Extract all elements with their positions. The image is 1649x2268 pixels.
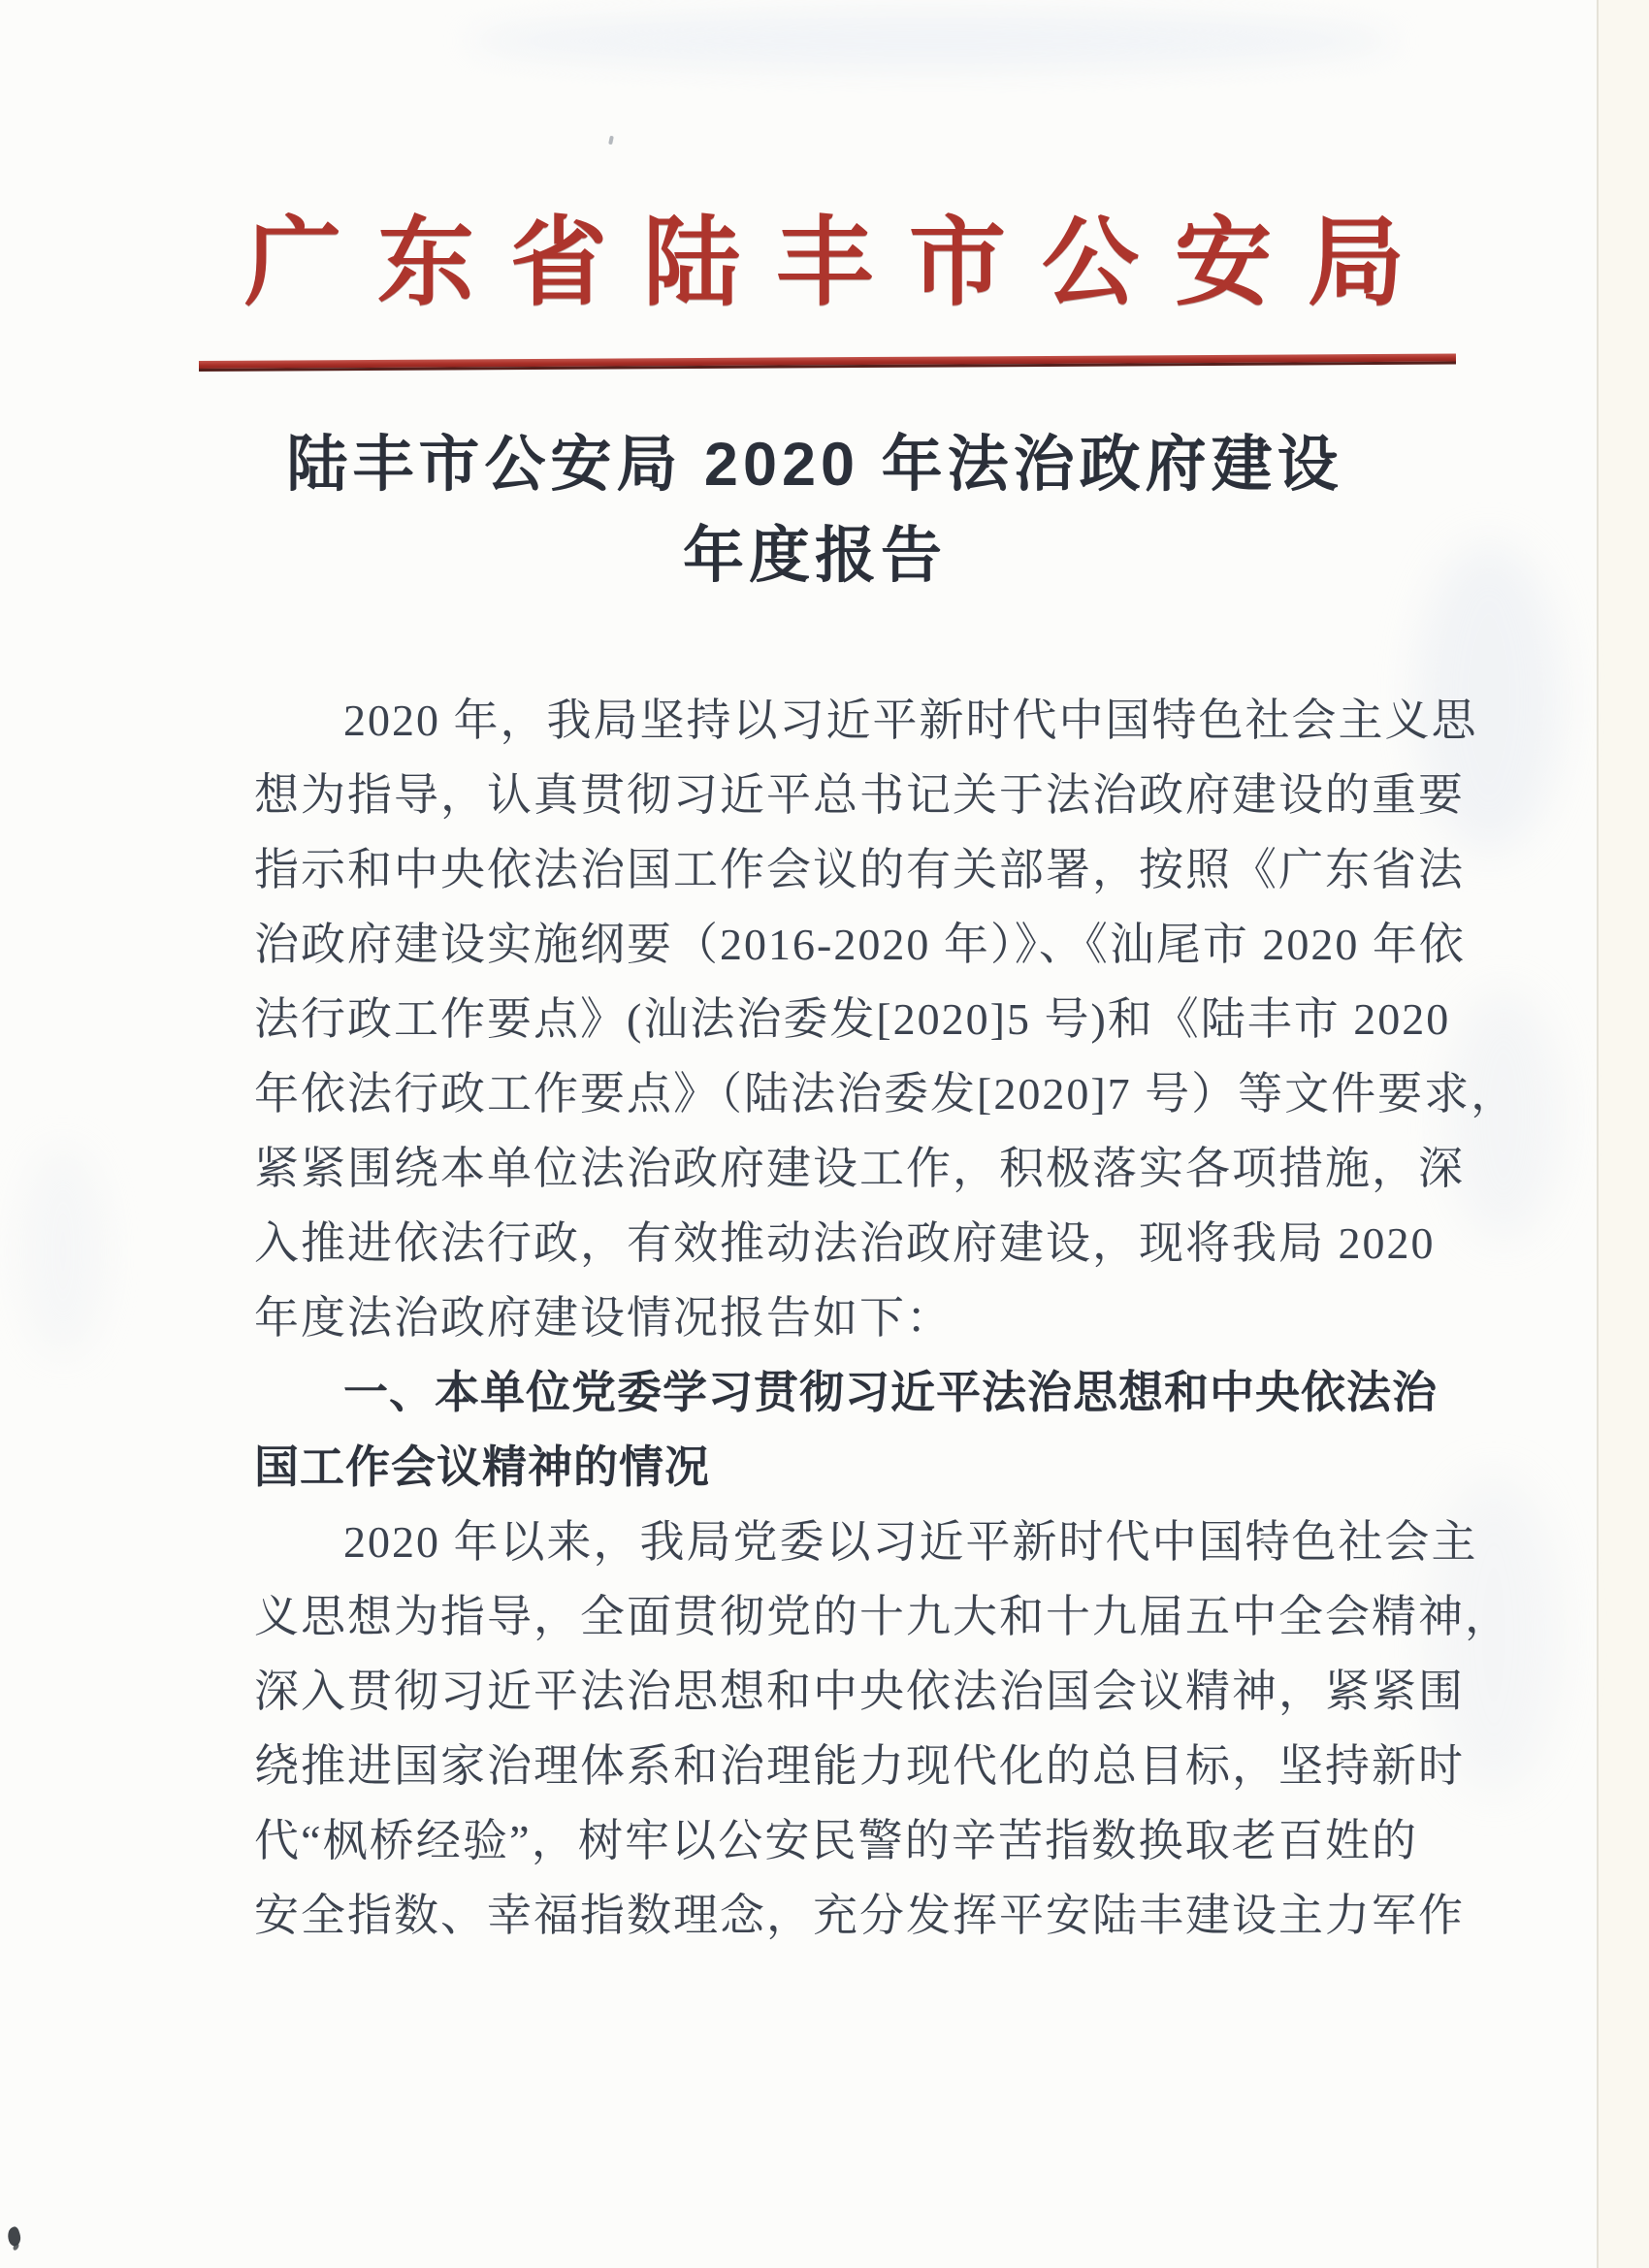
scan-bleedthrough-smudge <box>19 1145 107 1358</box>
body-line: 绕推进国家治理体系和治理能力现代化的总目标，坚持新时 <box>254 1741 1465 1791</box>
body-line: 入推进依法行政，有效推动法治政府建设，现将我局 2020 <box>254 1218 1436 1268</box>
letterhead-agency-name: 广东省陆丰市公安局 <box>244 210 1440 317</box>
body-line: 一、本单位党委学习贯彻习近平法治思想和中央依法治 <box>343 1367 1438 1417</box>
body-line: 安全指数、幸福指数理念，充分发挥平安陆丰建设主力军作 <box>254 1891 1465 1940</box>
document-title-line1: 陆丰市公安局 2020 年法治政府建设 <box>286 431 1343 499</box>
body-line: 代“枫桥经验”，树牢以公安民警的辛苦指数换取老百姓的 <box>254 1816 1418 1865</box>
body-line: 紧紧围绕本单位法治政府建设工作，积极落实各项措施，深 <box>254 1144 1465 1193</box>
body-line: 2020 年，我局坚持以习近平新时代中国特色社会主义思 <box>343 696 1478 745</box>
body-line: 国工作会议精神的情况 <box>254 1442 710 1492</box>
scan-edge-line <box>1597 0 1599 2268</box>
document-body <box>254 683 1518 1953</box>
letterhead-divider-line <box>199 354 1456 372</box>
ink-speck <box>608 136 614 146</box>
body-line: 年依法行政工作要点》（陆法治委发[2020]7 号）等文件要求， <box>254 1069 1518 1118</box>
body-line: 义思想为指导，全面贯彻党的十九大和十九届五中全会精神， <box>254 1592 1511 1641</box>
scan-edge-strip <box>1599 0 1649 2268</box>
body-line: 年度法治政府建设情况报告如下： <box>254 1293 953 1343</box>
scan-bleedthrough-smudge <box>466 12 1397 70</box>
document-title <box>0 419 1630 601</box>
body-line: 深入贯彻习近平法治思想和中央依法治国会议精神，紧紧围 <box>254 1667 1465 1716</box>
document-title-line2: 年度报告 <box>683 522 947 590</box>
body-line: 指示和中央依法治国工作会议的有关部署，按照《广东省法 <box>254 845 1465 894</box>
body-line: 治政府建设实施纲要（2016-2020 年）》、《汕尾市 2020 年依 <box>254 920 1466 969</box>
body-line: 法行政工作要点》(汕法治委发[2020]5 号)和《陆丰市 2020 <box>254 994 1451 1044</box>
body-line: 想为指导，认真贯彻习近平总书记关于法治政府建设的重要 <box>254 770 1465 820</box>
body-line: 2020 年以来，我局党委以习近平新时代中国特色社会主 <box>343 1517 1478 1567</box>
